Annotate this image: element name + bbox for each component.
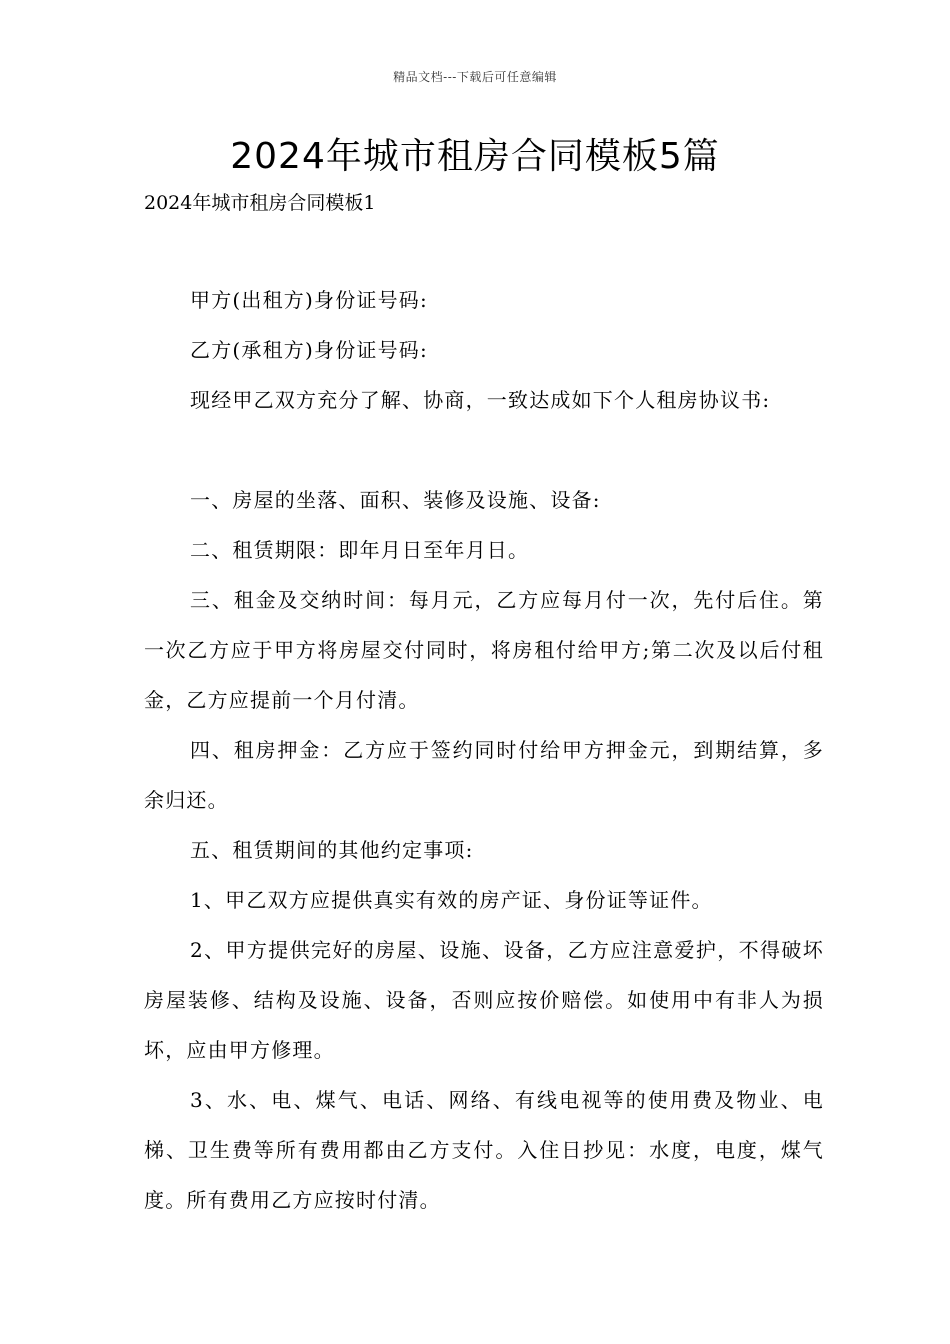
agreement-intro: 现经甲乙双方充分了解、协商，一致达成如下个人租房协议书: <box>190 388 771 412</box>
party-b-id-line: 乙方(承租方)身份证号码: <box>190 338 428 362</box>
document-subtitle: 2024年城市租房合同模板1 <box>144 192 376 214</box>
sub-clause-1: 1、甲乙双方应提供真实有效的房产证、身份证等证件。 <box>190 888 713 912</box>
clause-3: 三、租金及交纳时间：每月元，乙方应每月付一次，先付后住。第一次乙方应于甲方将房屋交付同时，将房租付给甲方;第二次及以后付租金，乙方应提前一个月付清。 <box>144 588 824 712</box>
clause-4: 四、租房押金：乙方应于签约同时付给甲方押金元，到期结算，多余归还。 <box>144 738 824 812</box>
clause-1: 一、房屋的坐落、面积、装修及设施、设备: <box>190 488 601 512</box>
clause-5: 五、租赁期间的其他约定事项: <box>190 838 474 862</box>
party-a-id-line: 甲方(出租方)身份证号码: <box>190 288 428 312</box>
document-title: 2024年城市租房合同模板5篇 <box>230 136 720 177</box>
clause-2: 二、租赁期限：即年月日至年月日。 <box>190 538 530 562</box>
header-note: 精品文档---下载后可任意编辑 <box>393 70 557 84</box>
sub-clause-3: 3、水、电、煤气、电话、网络、有线电视等的使用费及物业、电梯、卫生费等所有费用都由乙方支付。入住日抄见：水度，电度，煤气度。所有费用乙方应按时付清。 <box>144 1088 824 1212</box>
sub-clause-2: 2、甲方提供完好的房屋、设施、设备，乙方应注意爱护，不得破坏房屋装修、结构及设施、设备，否则应按价赔偿。如使用中有非人为损坏，应由甲方修理。 <box>144 938 824 1062</box>
